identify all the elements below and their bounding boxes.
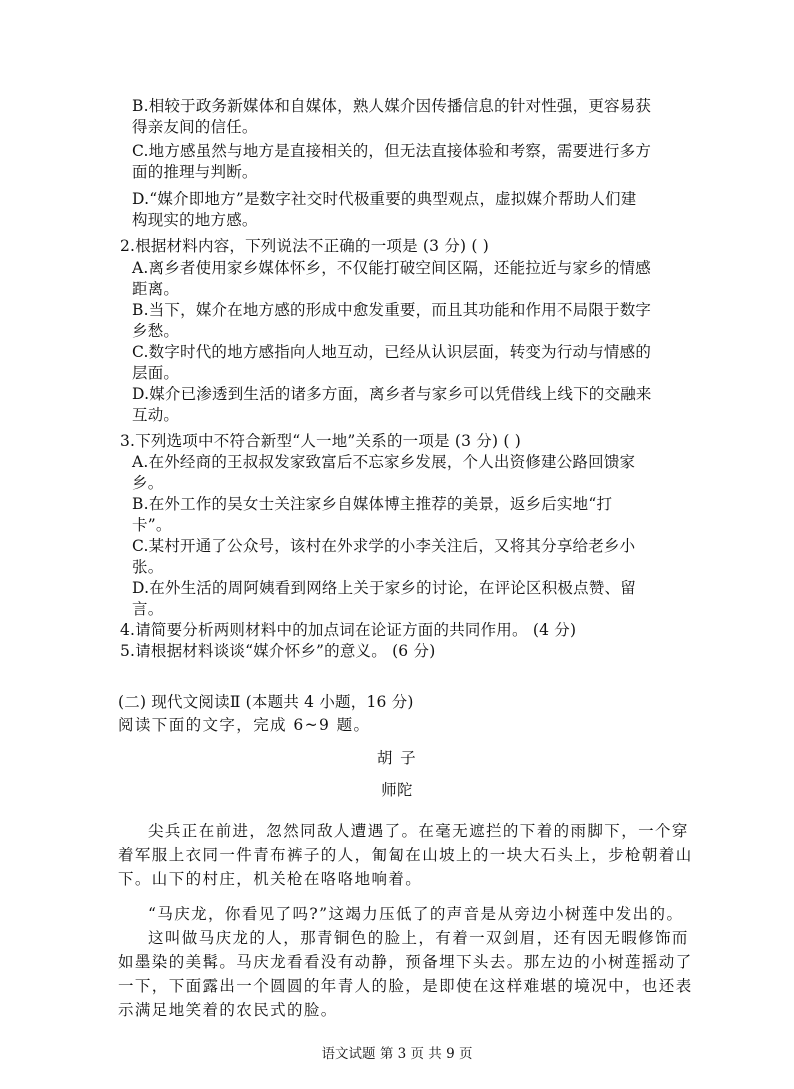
q2-option-d-line2: 互动。 xyxy=(132,406,180,424)
q3-option-a-line1: A.在外经商的王叔叔发家致富后不忘家乡发展，个人出资修建公路回馈家 xyxy=(132,453,636,471)
q1-option-d-line2: 构现实的地方感。 xyxy=(132,211,258,229)
story-paragraph-3-line2: 如墨染的美髯。马庆龙看看没有动静，预备埋下头去。那左边的小树莲摇动了 xyxy=(118,953,693,971)
q2-option-a-line1: A.离乡者使用家乡媒体怀乡，不仅能打破空间区隔，还能拉近与家乡的情感 xyxy=(132,259,651,277)
q1-option-b-line1: B.相较于政务新媒体和自媒体，熟人媒介因传播信息的针对性强，更容易获 xyxy=(132,97,652,115)
q2-option-c-line2: 层面。 xyxy=(132,364,180,382)
section2-instruction: 阅读下面的文字，完成 6~9 题。 xyxy=(118,716,371,734)
q2-option-b-line1: B.当下，媒介在地方感的形成中愈发重要，而且其功能和作用不局限于数字 xyxy=(132,301,652,319)
q4-stem: 4.请简要分析两则材料中的加点词在论证方面的共同作用。 (4 分) xyxy=(120,621,577,639)
q2-option-c-line1: C.数字时代的地方感指向人地互动，已经从认识层面，转变为行动与情感的 xyxy=(132,343,652,361)
q3-option-d-line1: D.在外生活的周阿姨看到网络上关于家乡的讨论，在评论区积极点赞、留 xyxy=(132,579,636,597)
story-paragraph-3-line1: 这叫做马庆龙的人，那青铜色的脸上，有着一双剑眉，还有因无暇修饰而 xyxy=(148,929,689,947)
page-footer: 语文试题 第 3 页 共 9 页 xyxy=(321,1046,473,1062)
q1-option-c-line1: C.地方感虽然与地方是直接相关的，但无法直接体验和考察，需要进行多方 xyxy=(132,142,652,160)
section2-header: (二) 现代文阅读Ⅱ (本题共 4 小题，16 分) xyxy=(118,693,414,711)
q1-option-b-line2: 得亲友间的信任。 xyxy=(132,118,258,136)
q2-stem: 2.根据材料内容，下列说法不正确的一项是 (3 分) ( ) xyxy=(120,237,490,255)
q3-option-b-line1: B.在外工作的吴女士关注家乡自媒体博主推荐的美景，返乡后实地“打 xyxy=(132,495,613,513)
q5-stem: 5.请根据材料谈谈“媒介怀乡”的意义。 (6 分) xyxy=(120,642,436,660)
q1-option-d-line1: D.“媒介即地方”是数字社交时代极重要的典型观点，虚拟媒介帮助人们建 xyxy=(132,190,637,208)
q3-option-d-line2: 言。 xyxy=(132,600,164,618)
story-paragraph-3-line3: 一下，下面露出一个圆圆的年青人的脸，是即使在这样难堪的境况中，也还表 xyxy=(118,977,693,995)
q3-option-b-line2: 卡”。 xyxy=(132,516,172,534)
story-paragraph-3-line4: 示满足地笑着的农民式的脸。 xyxy=(118,1001,338,1019)
q3-option-c-line2: 张。 xyxy=(132,558,164,576)
story-paragraph-1-line3: 下。山下的村庄，机关枪在咯咯地响着。 xyxy=(118,870,423,888)
q2-option-d-line1: D.媒介已渗透到生活的诸多方面，离乡者与家乡可以凭借线上线下的交融来 xyxy=(132,385,652,403)
story-title: 胡 子 xyxy=(376,749,418,767)
q3-option-c-line1: C.某村开通了公众号，该村在外求学的小李关注后，又将其分享给老乡小 xyxy=(132,537,636,555)
story-paragraph-2-line1: “马庆龙，你看见了吗?”这竭力压低了的声音是从旁边小树莲中发出的。 xyxy=(148,905,684,923)
story-author: 师陀 xyxy=(381,781,413,799)
story-paragraph-1-line1: 尖兵正在前进，忽然同敌人遭遇了。在毫无遮拦的下着的雨脚下，一个穿 xyxy=(148,822,689,840)
story-paragraph-1-line2: 着军服上衣同一件青布裤子的人，匍匐在山坡上的一块大石头上，步枪朝着山 xyxy=(118,846,693,864)
q3-option-a-line2: 乡。 xyxy=(132,474,164,492)
q2-option-b-line2: 乡愁。 xyxy=(132,322,180,340)
q3-stem: 3.下列选项中不符合新型“人一地”关系的一项是 (3 分) ( ) xyxy=(120,432,521,450)
q2-option-a-line2: 距离。 xyxy=(132,280,180,298)
q1-option-c-line2: 面的推理与判断。 xyxy=(132,163,258,181)
